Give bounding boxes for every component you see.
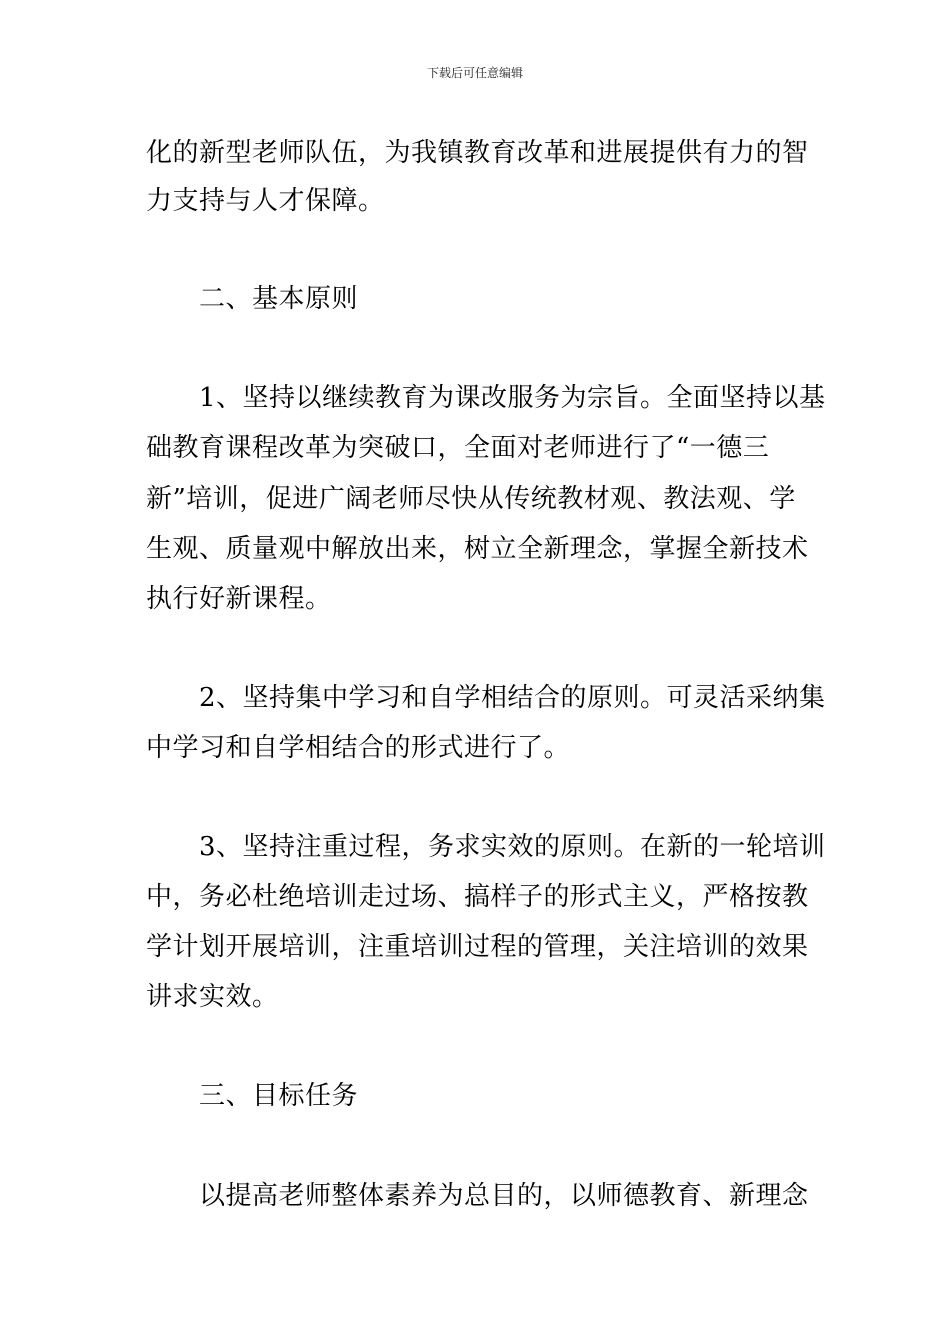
body-line: 2、坚持集中学习和自学相结合的原则。可灵活采纳集 [146, 683, 826, 713]
body-line: 新”培训，促进广阔老师尽快从传统教材观、教法观、学 [146, 484, 796, 514]
body-line: 力支持与人才保障。 [146, 186, 385, 216]
body-line: 讲求实效。 [146, 982, 279, 1012]
body-line: 中，务必杜绝培训走过场、搞样子的形式主义，严格按教 [146, 882, 809, 912]
body-line: 以提高老师整体素养为总目的，以师德教育、新理念 [146, 1181, 809, 1211]
body-line: 础教育课程改革为突破口，全面对老师进行了“一德三 [146, 433, 770, 463]
section-heading: 三、目标任务 [146, 1081, 359, 1111]
body-line: 学计划开展培训，注重培训过程的管理，关注培训的效果 [146, 932, 809, 962]
section-heading: 二、基本原则 [146, 284, 359, 314]
page-header: 下载后可任意编辑 [426, 66, 523, 80]
body-line: 3、坚持注重过程，务求实效的原则。在新的一轮培训 [146, 832, 826, 862]
body-line: 生观、质量观中解放出来，树立全新理念，掌握全新技术 [146, 534, 809, 564]
body-line: 执行好新课程。 [146, 584, 332, 614]
body-line: 化的新型老师队伍，为我镇教育改革和进展提供有力的智 [146, 138, 809, 168]
body-line: 中学习和自学相结合的形式进行了。 [146, 733, 571, 763]
body-line: 1、坚持以继续教育为课改服务为宗旨。全面坚持以基 [146, 383, 826, 413]
